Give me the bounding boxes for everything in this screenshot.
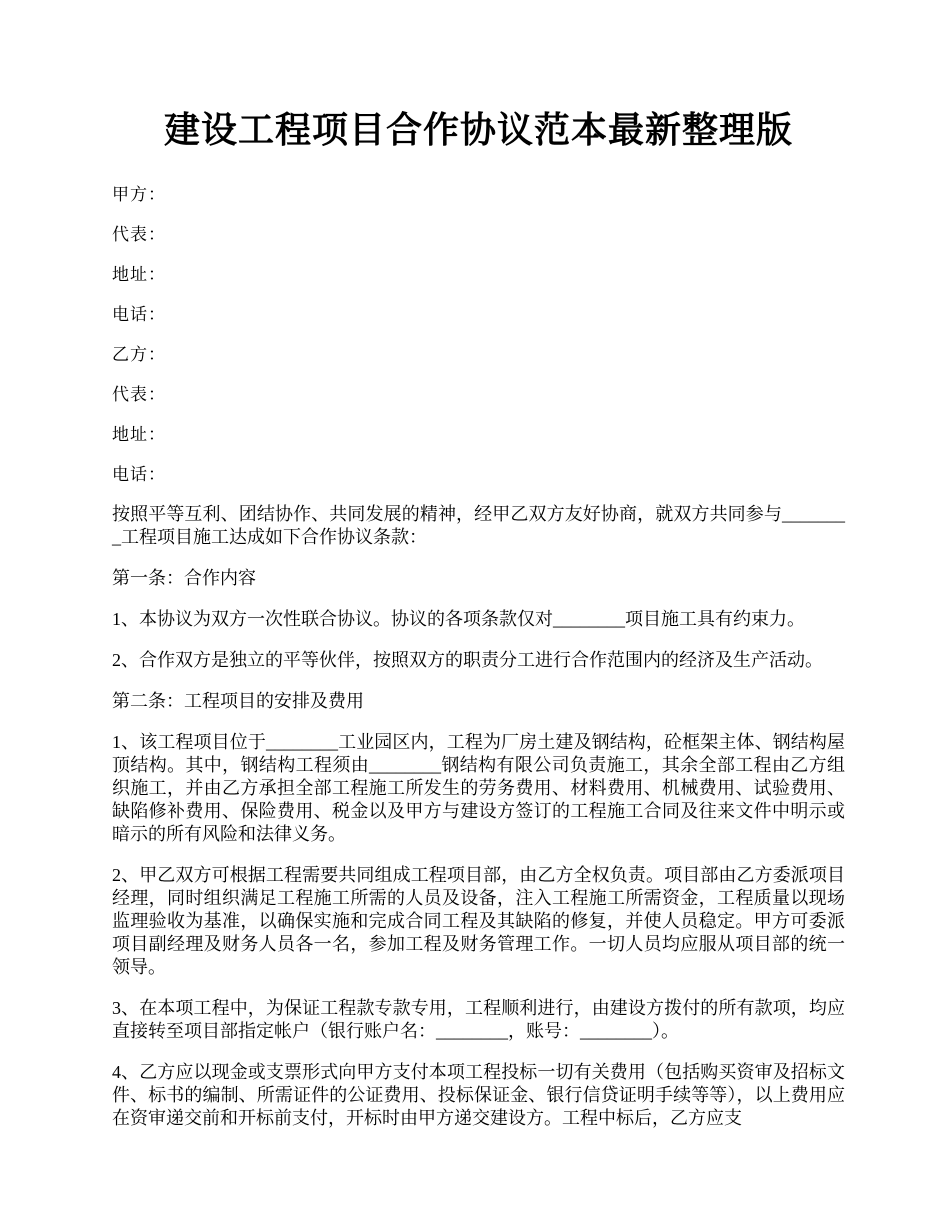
document-title: 建设工程项目合作协议范本最新整理版: [163, 110, 793, 150]
body-paragraph: 4、乙方应以现金或支票形式向甲方支付本项工程投标一切有关费用（包括购买资审及招标文件、标书的编制、所需证件的公证费用、投标保证金、银行信贷证明手续等等），以上费用应在资审递交前和开标前支付，开标时由甲方递交建设方。工程中标后，乙方应支: [112, 1062, 845, 1128]
field-line: 电话：: [112, 305, 166, 324]
section-heading: 第二条：工程项目的安排及费用: [112, 691, 364, 711]
body-paragraph: 按照平等互利、团结协作、共同发展的精神，经甲乙双方友好协商，就双方共同参与________工程项目施工达成如下合作协议条款：: [112, 504, 845, 547]
field-line: 代表：: [112, 385, 166, 404]
field-line: 地址：: [112, 425, 166, 444]
field-line: 电话：: [112, 465, 166, 484]
body-paragraph: 1、本协议为双方一次性联合协议。协议的各项条款仅对________项目施工具有约束力。: [112, 609, 805, 629]
field-line: 甲方：: [112, 185, 166, 204]
body-paragraph: 3、在本项工程中，为保证工程款专款专用，工程顺利进行，由建设方拨付的所有款项，均应直接转至项目部指定帐户（银行账户名：________，账号：________）。: [112, 998, 845, 1041]
section-heading: 第一条：合作内容: [112, 568, 256, 588]
field-line: 乙方：: [112, 345, 166, 364]
body-paragraph: 2、甲乙双方可根据工程需要共同组成工程项目部，由乙方全权负责。项目部由乙方委派项目经理，同时组织满足工程施工所需的人员及设备，注入工程施工所需资金，工程质量以现场监理验收为基准，以确保实施和完成合同工程及其缺陷的修复，并使人员稳定。甲方可委派项目副经理及财务人员各一名，参加工程及财务管理工作。一切人员均应服从项目部的统一领导。: [112, 865, 845, 977]
document-body: [112, 183, 845, 1130]
field-line: 代表：: [112, 225, 166, 244]
body-paragraph: 2、合作双方是独立的平等伙伴，按照双方的职责分工进行合作范围内的经济及生产活动。: [112, 650, 823, 670]
field-line: 地址：: [112, 265, 166, 284]
body-paragraph: 1、该工程项目位于________工业园区内，工程为厂房土建及钢结构，砼框架主体、钢结构屋顶结构。其中，钢结构工程须由________钢结构有限公司负责施工，其余全部工程由乙方组织施工，并由乙方承担全部工程施工所发生的劳务费用、材料费用、机械费用、试验费用、缺陷修补费用、保险费用、税金以及甲方与建设方签订的工程施工合同及往来文件中明示或暗示的所有风险和法律义务。: [112, 732, 845, 844]
